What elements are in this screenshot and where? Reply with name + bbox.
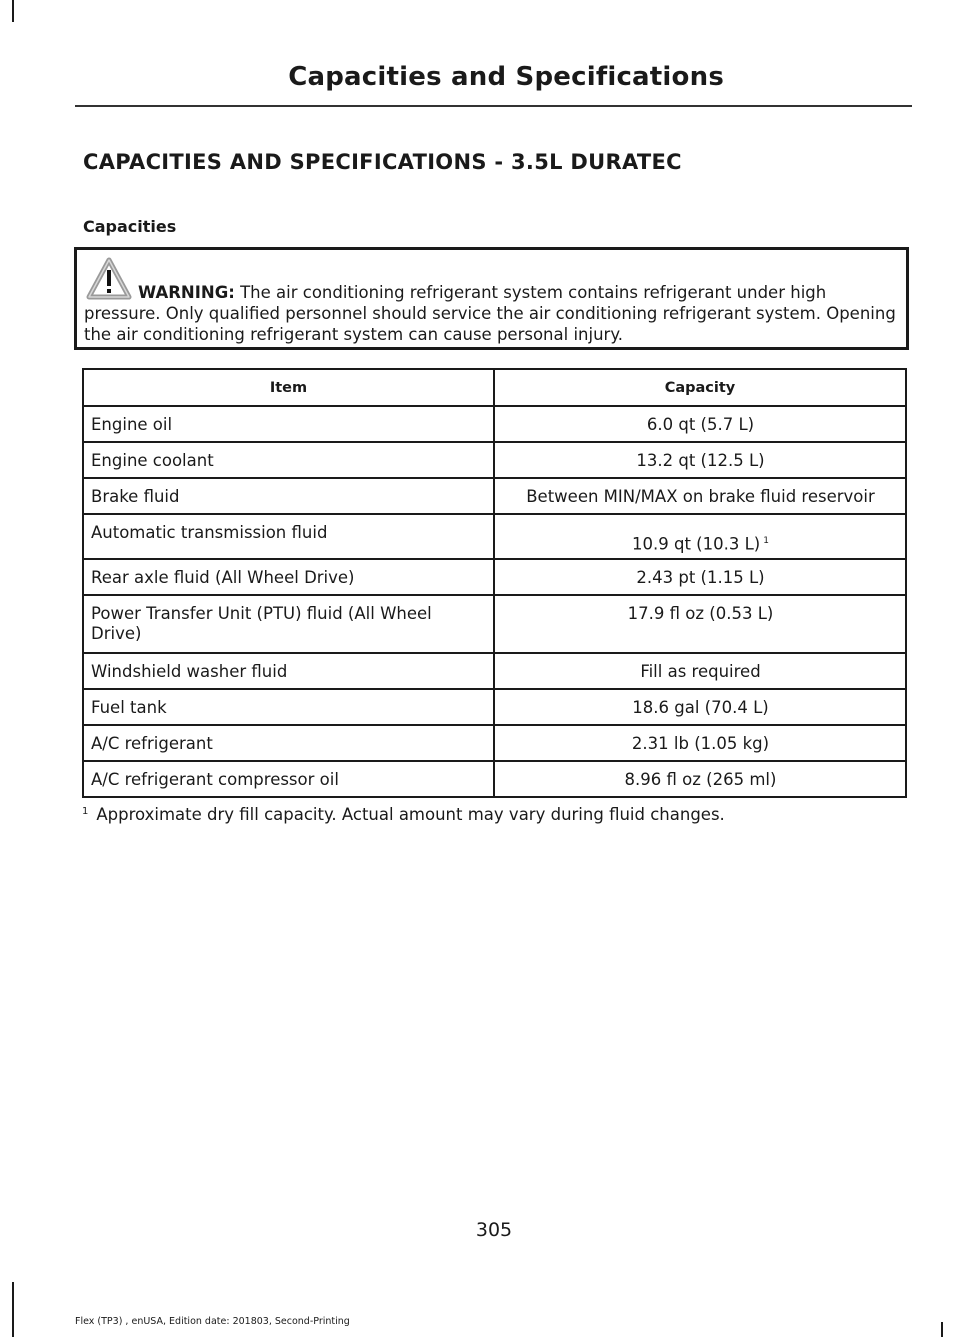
crop-mark-top-left — [12, 0, 14, 22]
item-cell: A/C refrigerant — [83, 725, 494, 761]
capacities-table — [82, 368, 907, 798]
table-row — [83, 595, 906, 653]
item-cell: Fuel tank — [83, 689, 494, 725]
sub-heading: Capacities — [83, 217, 177, 236]
page-header-title: Capacities and Specifications — [288, 62, 724, 92]
item-cell: Automatic transmission fluid — [83, 514, 494, 559]
table-row — [83, 406, 906, 442]
table-row — [83, 689, 906, 725]
item-cell: Power Transfer Unit (PTU) fluid (All Wheel Drive) — [83, 595, 494, 653]
header-divider — [75, 105, 912, 107]
item-cell: Engine coolant — [83, 442, 494, 478]
footnote — [82, 805, 725, 824]
warning-body: The air conditioning refrigerant system contains refrigerant under high pressure. Only qualified personnel should service the air conditioning refrigerant system. Opening the air conditioning refrigerant system can cause personal injury. — [84, 283, 896, 344]
footnote-text: Approximate dry fill capacity. Actual amount may vary during fluid changes. — [96, 805, 725, 824]
edition-info: Flex (TP3) , enUSA, Edition date: 201803, Second-Printing — [75, 1316, 350, 1327]
table-row — [83, 761, 906, 797]
item-cell: Windshield washer fluid — [83, 653, 494, 689]
capacity-cell: 13.2 qt (12.5 L) — [494, 442, 906, 478]
table-row — [83, 725, 906, 761]
capacity-cell: 18.6 gal (70.4 L) — [494, 689, 906, 725]
footnote-reference: 1 — [763, 536, 769, 546]
capacity-cell: 2.43 pt (1.15 L) — [494, 559, 906, 595]
table-row — [83, 653, 906, 689]
crop-mark-bottom-right — [941, 1322, 943, 1337]
table-row — [83, 514, 906, 559]
capacity-cell: 17.9 fl oz (0.53 L) — [494, 595, 906, 653]
page-number: 305 — [475, 1219, 513, 1241]
capacity-cell: 2.31 lb (1.05 kg) — [494, 725, 906, 761]
table-header-row — [83, 369, 906, 406]
table-row — [83, 478, 906, 514]
warning-box — [74, 247, 909, 350]
capacity-cell: 6.0 qt (5.7 L) — [494, 406, 906, 442]
capacity-value: 10.9 qt (10.3 L) — [632, 534, 761, 554]
table-row — [83, 559, 906, 595]
capacity-cell — [494, 514, 906, 559]
item-cell: Rear axle fluid (All Wheel Drive) — [83, 559, 494, 595]
capacity-cell: Between MIN/MAX on brake fluid reservoir — [494, 478, 906, 514]
section-title: CAPACITIES AND SPECIFICATIONS - 3.5L DURATEC — [83, 150, 682, 174]
footnote-mark: 1 — [82, 805, 89, 817]
table-row — [83, 442, 906, 478]
capacity-cell: 8.96 fl oz (265 ml) — [494, 761, 906, 797]
crop-mark-bottom-left — [12, 1282, 14, 1337]
column-header-capacity: Capacity — [494, 369, 906, 406]
capacity-cell: Fill as required — [494, 653, 906, 689]
item-cell: Brake fluid — [83, 478, 494, 514]
column-header-item: Item — [83, 369, 494, 406]
warning-text — [84, 282, 906, 345]
warning-label: WARNING: — [138, 283, 235, 302]
item-cell: Engine oil — [83, 406, 494, 442]
item-cell: A/C refrigerant compressor oil — [83, 761, 494, 797]
